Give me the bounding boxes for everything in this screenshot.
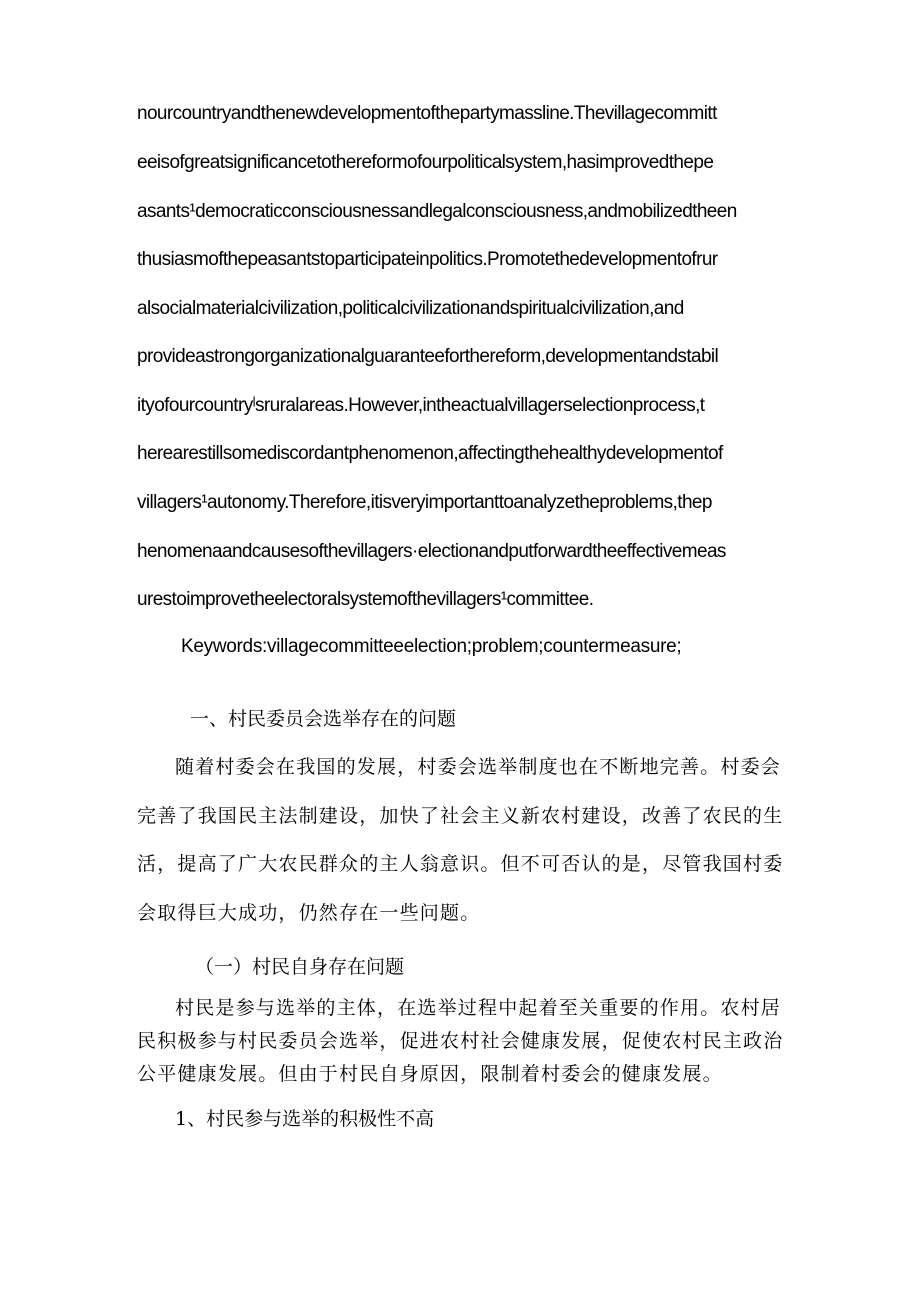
abstract-line: thusiasmofthepeasantstoparticipateinpolitics.Promotethedevelopmentofrur	[137, 249, 718, 270]
paragraph-line: 完善了我国民主法制建设，加快了社会主义新农村建设，改善了农民的生	[137, 805, 784, 827]
abstract-line: nourcountryandthenewdevelopmentofthepartymassline.Thevillagecommitt	[137, 103, 717, 124]
paragraph-line: 随着村委会在我国的发展，村委会选举制度也在不断地完善。村委会	[175, 756, 782, 778]
paragraph-line: 活，提高了广大农民群众的主人翁意识。但不可否认的是，尽管我国村委	[137, 853, 784, 875]
paragraph-line: 会取得巨大成功，仍然存在一些问题。	[137, 902, 481, 924]
abstract-line: urestoimprovetheelectoralsystemofthevillagers¹committee.	[137, 589, 594, 610]
abstract-line: herearestillsomediscordantphenomenon,affectingthehealthydevelopmentof	[137, 443, 723, 464]
paragraph-line: 民积极参与村民委员会选举，促进农村社会健康发展，促使农村民主政治	[137, 1030, 784, 1052]
abstract-line: eeisofgreatsignificancetothereformofourpoliticalsystem,hasimprovedthepe	[137, 152, 714, 173]
abstract-line: henomenaandcausesofthevillagers·electionandputforwardtheeffectivemeas	[137, 541, 726, 562]
keywords-line: Keywords:villagecommitteeelection;problem;countermeasure;	[181, 636, 682, 657]
item-heading: 1、村民参与选举的积极性不高	[175, 1108, 435, 1130]
paragraph-line: 公平健康发展。但由于村民自身原因，限制着村委会的健康发展。	[137, 1063, 723, 1085]
section-heading: 一、村民委员会选举存在的问题	[190, 708, 457, 730]
abstract-line: ityofourcountryˡsruralareas.However,intheactualvillagerselectionprocess,t	[137, 395, 705, 416]
abstract-line: asants¹democraticconsciousnessandlegalconsciousness,andmobilizedtheen	[137, 201, 737, 222]
paragraph-line: 村民是参与选举的主体，在选举过程中起着至关重要的作用。农村居	[175, 997, 782, 1019]
abstract-line: villagers¹autonomy.Therefore,itisveryimportanttoanalyzetheproblems,thep	[137, 492, 712, 513]
abstract-line: alsocialmaterialcivilization,politicalcivilizationandspiritualcivilization,and	[137, 298, 684, 319]
subsection-heading: （一）村民自身存在问题	[195, 956, 405, 978]
abstract-line: provideastrongorganizationalguaranteeforthereform,developmentandstabil	[137, 346, 719, 367]
